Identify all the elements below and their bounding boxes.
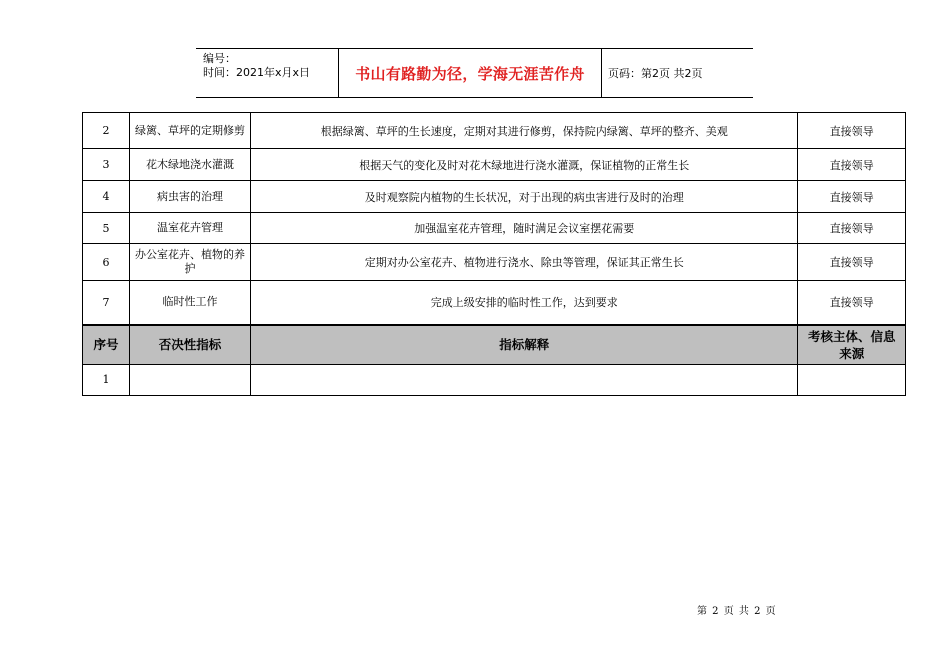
row-indicator	[129, 364, 250, 395]
row-department: 直接领导	[798, 149, 906, 181]
row-number: 1	[83, 364, 130, 395]
header-meta	[196, 49, 338, 97]
row-department: 直接领导	[798, 113, 906, 149]
table-row	[83, 213, 906, 244]
row-department: 直接领导	[798, 281, 906, 325]
row-number: 3	[83, 149, 130, 181]
table-row	[83, 149, 906, 181]
row-description: 根据绿篱、草坪的生长速度，定期对其进行修剪，保持院内绿篱、草坪的整齐、美观	[251, 113, 798, 149]
table-row	[83, 113, 906, 149]
row-number: 6	[83, 244, 130, 281]
header-explanation: 指标解释	[251, 325, 798, 365]
header-page-number: 页码：第2页 共2页	[608, 67, 703, 80]
header-veto-indicator: 否决性指标	[129, 325, 250, 365]
row-number: 5	[83, 213, 130, 244]
table-row	[83, 244, 906, 281]
row-item: 花木绿地浇水灌溉	[129, 149, 250, 181]
row-item: 温室花卉管理	[129, 213, 250, 244]
veto-table-header	[83, 325, 906, 365]
row-description: 根据天气的变化及时对花木绿地进行浇水灌溉，保证植物的正常生长	[251, 149, 798, 181]
row-number: 7	[83, 281, 130, 325]
row-description: 及时观察院内植物的生长状况，对于出现的病虫害进行及时的治理	[251, 181, 798, 213]
row-item: 办公室花卉、植物的养护	[129, 244, 250, 281]
table-row	[83, 181, 906, 213]
row-description: 定期对办公室花卉、植物进行浇水、除虫等管理，保证其正常生长	[251, 244, 798, 281]
row-item: 病虫害的治理	[129, 181, 250, 213]
document-number-label: 编号：	[203, 52, 236, 65]
header-divider	[601, 49, 602, 97]
header-no: 序号	[83, 325, 130, 365]
header-subject: 考核主体、信息来源	[798, 325, 906, 365]
document-time-label: 时间：2021年x月x日	[203, 66, 311, 79]
row-description: 完成上级安排的临时性工作，达到要求	[251, 281, 798, 325]
row-item: 绿篱、草坪的定期修剪	[129, 113, 250, 149]
table-row	[83, 281, 906, 325]
row-description: 加强温室花卉管理，随时满足会议室摆花需要	[251, 213, 798, 244]
row-explanation	[251, 364, 798, 395]
row-number: 2	[83, 113, 130, 149]
row-number: 4	[83, 181, 130, 213]
row-subject	[798, 364, 906, 395]
page-footer: 第 2 页 共 2 页	[697, 606, 777, 617]
header-motto: 书山有路勤为径，学海无涯苦作舟	[355, 64, 585, 83]
row-department: 直接领导	[798, 244, 906, 281]
row-item: 临时性工作	[129, 281, 250, 325]
row-department: 直接领导	[798, 181, 906, 213]
table-row	[83, 364, 906, 395]
assessment-table	[82, 112, 906, 396]
page-header	[196, 48, 753, 98]
row-department: 直接领导	[798, 213, 906, 244]
